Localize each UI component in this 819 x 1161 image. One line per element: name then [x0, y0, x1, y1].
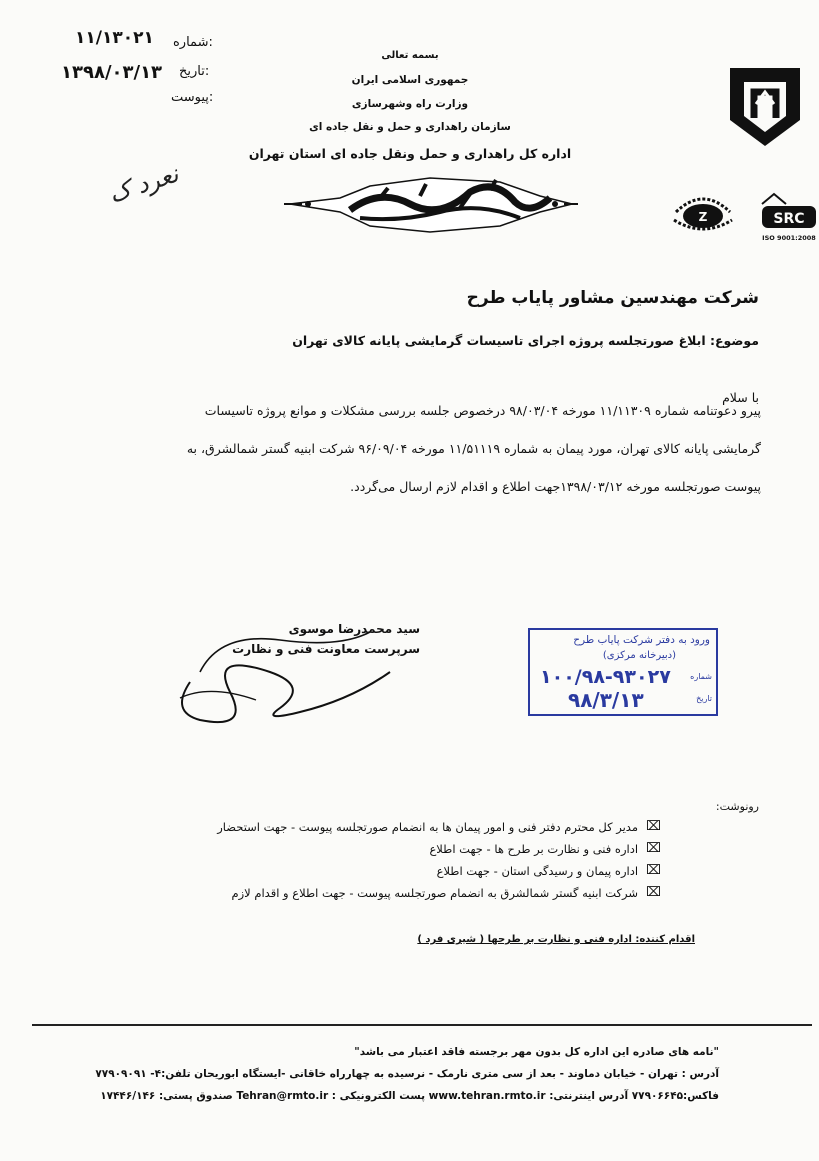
cc-item [101, 838, 661, 860]
signature-block [160, 612, 420, 732]
cc-item-text: مدیر کل محترم دفتر فنی و امور پیمان ها به انضمام صورتجلسه پیوست - جهت استحضار [217, 820, 639, 834]
bismillah: بسمه تعالی [381, 50, 439, 61]
calligraphy-emblem [280, 168, 580, 240]
letter-date: ۱۳۹۸/۰۳/۱۳ [61, 62, 163, 83]
footer-contact: فاکس:۷۷۹۰۶۶۴۵ آدرس اینترنتی: www.tehran.rmto.ir پست الکترونیکی : Tehran@rmto.ir صندوق پستی: ۱۷۴۴۶/۱۴۶ [100, 1090, 719, 1102]
body-line-1: پیرو دعوتنامه شماره ۱۱/۱۱۳۰۹ مورخه ۹۸/۰۳/۰۴ درخصوص جلسه بررسی مشکلات و موانع پروژه تاسیسات [204, 403, 761, 418]
cc-item-text: شرکت ابنیه گستر شمالشرق به انضمام صورتجلسه پیوست - جهت اطلاع و اقدام لازم [231, 886, 639, 900]
greeting: با سلام [722, 390, 759, 405]
check-icon: ⌧ [646, 841, 661, 856]
subject-line: موضوع: ابلاغ صورتجلسه پروژه اجرای تاسیسات گرمایشی پایانه کالای تهران [292, 333, 759, 348]
iso-text: ISO 9001:2008 [762, 234, 816, 242]
signer-title: سرپرست معاونت فنی و نظارت [232, 642, 420, 656]
recipient: شرکت مهندسین مشاور پایاب طرح [466, 288, 759, 308]
stamp-line-1: ورود به دفتر شرکت پایاب طرح [573, 634, 710, 646]
number-label: شماره: [173, 35, 213, 50]
stamp-date: ۹۸/۳/۱۳ [568, 688, 644, 712]
stamp-number: ۱۰۰/۹۸-۹۳۰۲۷ [540, 666, 671, 688]
signer-name: سید محمدرضا موسوی [288, 622, 420, 636]
svg-text:SRC: SRC [773, 211, 805, 227]
body-line-2: گرمایشی پایانه کالای تهران، مورد پیمان به شماره ۱۱/۵۱۱۱۹ مورخه ۹۶/۰۹/۰۴ شرکت ابنیه گستر شمالشرق، به [186, 441, 761, 456]
cc-item [101, 816, 661, 838]
incoming-stamp [528, 628, 718, 716]
header-line-1: جمهوری اسلامی ایران [351, 74, 469, 86]
footer-divider [32, 1024, 812, 1026]
cc-list [101, 816, 661, 904]
letter-number: ۱۱/۱۳۰۲۱ [75, 28, 154, 48]
check-icon: ⌧ [646, 863, 661, 878]
quality-seal-logo [668, 190, 738, 234]
cc-item [101, 860, 661, 882]
date-label: تاریخ: [179, 64, 210, 79]
stamp-date-label: تاریخ [696, 694, 712, 703]
header-line-2: وزارت راه وشهرسازی [351, 98, 469, 110]
body-line-3: پیوست صورتجلسه مورخه ۱۳۹۸/۰۳/۱۲جهت اطلاع و اقدام لازم ارسال می‌گردد. [350, 479, 761, 494]
check-icon: ⌧ [646, 819, 661, 834]
cc-item [101, 882, 661, 904]
stamp-number-label: شماره [690, 672, 712, 681]
handwritten-note: نعرد ک [105, 159, 182, 209]
footer-notice: "نامه های صادره این اداره کل بدون مهر برجسته فاقد اعتبار می باشد" [354, 1046, 719, 1058]
stamp-line-2: (دبیرخانه مرکزی) [602, 650, 676, 661]
cc-item-text: اداره فنی و نظارت بر طرح ها - جهت اطلاع [429, 842, 639, 856]
footer-address: آدرس : تهران - خیابان دماوند - بعد از سی متری نارمک - نرسیده به چهارراه خاقانی -ایستگاه ابوریحان تلفن:۴- ۷۷۹۰۹۰۹۱ [95, 1068, 719, 1080]
letter-meta [55, 28, 225, 108]
ministry-logo [724, 62, 806, 150]
header-line-3: سازمان راهداری و حمل و نقل جاده ای [309, 121, 511, 133]
header-line-4: اداره کل راهداری و حمل ونقل جاده ای استان تهران [248, 146, 572, 161]
action-by: اقدام کننده: اداره فنی و نظارت بر طرحها ( شیری فرد ) [417, 934, 695, 945]
cc-item-text: اداره پیمان و رسیدگی استان - جهت اطلاع [436, 864, 639, 878]
iso-logo [760, 192, 818, 244]
attachment-label: پیوست: [171, 90, 214, 105]
check-icon: ⌧ [646, 885, 661, 900]
svg-text:Z: Z [698, 210, 708, 224]
cc-label: رونوشت: [715, 800, 759, 813]
